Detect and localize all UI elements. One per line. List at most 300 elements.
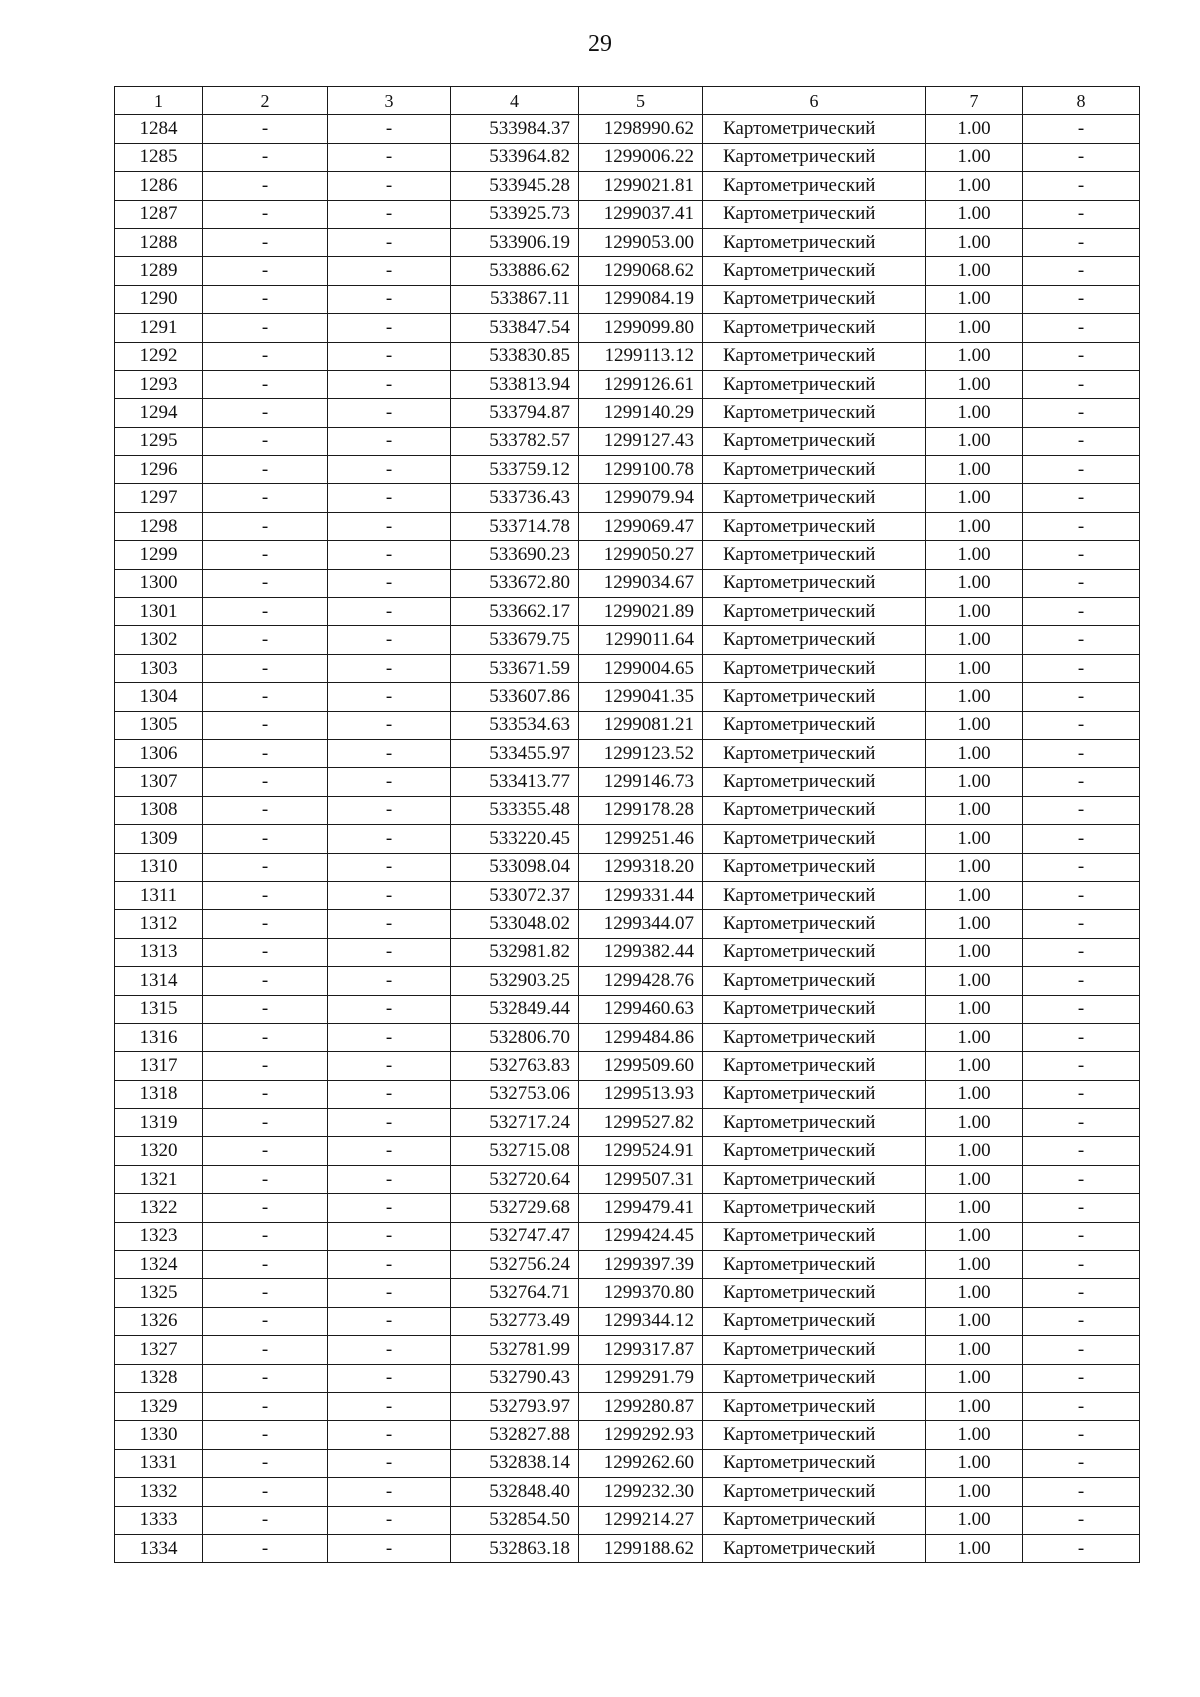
- col2-cell: -: [203, 1137, 328, 1165]
- table-row: [115, 1364, 1140, 1392]
- point-number-cell: 1288: [115, 228, 203, 256]
- x-coordinate-cell: 533813.94: [451, 370, 579, 398]
- col3-cell: -: [328, 427, 451, 455]
- accuracy-cell: 1.00: [926, 484, 1023, 512]
- col8-cell: -: [1023, 1165, 1140, 1193]
- col3-cell: -: [328, 115, 451, 143]
- table-row: [115, 768, 1140, 796]
- table-row: [115, 115, 1140, 143]
- col8-cell: -: [1023, 1307, 1140, 1335]
- col2-cell: -: [203, 1421, 328, 1449]
- accuracy-cell: 1.00: [926, 257, 1023, 285]
- x-coordinate-cell: 533690.23: [451, 541, 579, 569]
- point-number-cell: 1317: [115, 1052, 203, 1080]
- y-coordinate-cell: 1299513.93: [579, 1080, 703, 1108]
- x-coordinate-cell: 532827.88: [451, 1421, 579, 1449]
- method-cell: Картометрический: [703, 285, 926, 313]
- point-number-cell: 1319: [115, 1109, 203, 1137]
- method-cell: Картометрический: [703, 200, 926, 228]
- col3-cell: -: [328, 967, 451, 995]
- accuracy-cell: 1.00: [926, 1421, 1023, 1449]
- col8-cell: -: [1023, 1478, 1140, 1506]
- point-number-cell: 1295: [115, 427, 203, 455]
- col3-cell: -: [328, 1364, 451, 1392]
- accuracy-cell: 1.00: [926, 1194, 1023, 1222]
- y-coordinate-cell: 1299524.91: [579, 1137, 703, 1165]
- x-coordinate-cell: 533964.82: [451, 143, 579, 171]
- point-number-cell: 1327: [115, 1336, 203, 1364]
- x-coordinate-cell: 533830.85: [451, 342, 579, 370]
- method-cell: Картометрический: [703, 569, 926, 597]
- table-row: [115, 1421, 1140, 1449]
- col3-cell: -: [328, 172, 451, 200]
- point-number-cell: 1291: [115, 314, 203, 342]
- y-coordinate-cell: 1299509.60: [579, 1052, 703, 1080]
- method-cell: Картометрический: [703, 1222, 926, 1250]
- col2-cell: -: [203, 257, 328, 285]
- method-cell: Картометрический: [703, 1506, 926, 1534]
- y-coordinate-cell: 1299280.87: [579, 1392, 703, 1420]
- col3-cell: -: [328, 512, 451, 540]
- x-coordinate-cell: 532715.08: [451, 1137, 579, 1165]
- x-coordinate-cell: 532854.50: [451, 1506, 579, 1534]
- accuracy-cell: 1.00: [926, 1449, 1023, 1477]
- method-cell: Картометрический: [703, 314, 926, 342]
- y-coordinate-cell: 1299428.76: [579, 967, 703, 995]
- y-coordinate-cell: 1299460.63: [579, 995, 703, 1023]
- x-coordinate-cell: 533867.11: [451, 285, 579, 313]
- method-cell: Картометрический: [703, 370, 926, 398]
- x-coordinate-cell: 533220.45: [451, 825, 579, 853]
- col3-cell: -: [328, 1336, 451, 1364]
- accuracy-cell: 1.00: [926, 1052, 1023, 1080]
- x-coordinate-cell: 533072.37: [451, 881, 579, 909]
- table-row: [115, 967, 1140, 995]
- y-coordinate-cell: 1299382.44: [579, 938, 703, 966]
- col2-cell: -: [203, 853, 328, 881]
- point-number-cell: 1304: [115, 683, 203, 711]
- point-number-cell: 1302: [115, 626, 203, 654]
- accuracy-cell: 1.00: [926, 370, 1023, 398]
- col3-cell: -: [328, 1165, 451, 1193]
- col3-cell: -: [328, 654, 451, 682]
- point-number-cell: 1287: [115, 200, 203, 228]
- y-coordinate-cell: 1299178.28: [579, 796, 703, 824]
- point-number-cell: 1325: [115, 1279, 203, 1307]
- col8-cell: -: [1023, 1392, 1140, 1420]
- col8-cell: -: [1023, 314, 1140, 342]
- col2-cell: -: [203, 881, 328, 909]
- point-number-cell: 1299: [115, 541, 203, 569]
- col3-cell: -: [328, 1194, 451, 1222]
- point-number-cell: 1290: [115, 285, 203, 313]
- col3-cell: -: [328, 938, 451, 966]
- col2-cell: -: [203, 399, 328, 427]
- x-coordinate-cell: 532849.44: [451, 995, 579, 1023]
- col2-cell: -: [203, 1194, 328, 1222]
- table-row: [115, 143, 1140, 171]
- point-number-cell: 1308: [115, 796, 203, 824]
- method-cell: Картометрический: [703, 1137, 926, 1165]
- point-number-cell: 1329: [115, 1392, 203, 1420]
- y-coordinate-cell: 1299188.62: [579, 1534, 703, 1562]
- col8-cell: -: [1023, 1109, 1140, 1137]
- col8-cell: -: [1023, 1222, 1140, 1250]
- accuracy-cell: 1.00: [926, 1023, 1023, 1051]
- accuracy-cell: 1.00: [926, 1534, 1023, 1562]
- method-cell: Картометрический: [703, 683, 926, 711]
- point-number-cell: 1313: [115, 938, 203, 966]
- point-number-cell: 1320: [115, 1137, 203, 1165]
- point-number-cell: 1297: [115, 484, 203, 512]
- x-coordinate-cell: 533607.86: [451, 683, 579, 711]
- accuracy-cell: 1.00: [926, 228, 1023, 256]
- y-coordinate-cell: 1299527.82: [579, 1109, 703, 1137]
- x-coordinate-cell: 532756.24: [451, 1251, 579, 1279]
- point-number-cell: 1324: [115, 1251, 203, 1279]
- y-coordinate-cell: 1299317.87: [579, 1336, 703, 1364]
- accuracy-cell: 1.00: [926, 938, 1023, 966]
- col2-cell: -: [203, 654, 328, 682]
- accuracy-cell: 1.00: [926, 200, 1023, 228]
- accuracy-cell: 1.00: [926, 427, 1023, 455]
- method-cell: Картометрический: [703, 512, 926, 540]
- table-row: [115, 484, 1140, 512]
- col8-cell: -: [1023, 1194, 1140, 1222]
- accuracy-cell: 1.00: [926, 172, 1023, 200]
- x-coordinate-cell: 533048.02: [451, 910, 579, 938]
- col8-cell: -: [1023, 1279, 1140, 1307]
- col3-cell: -: [328, 711, 451, 739]
- table-row: [115, 512, 1140, 540]
- col8-cell: -: [1023, 654, 1140, 682]
- method-cell: Картометрический: [703, 143, 926, 171]
- table-row: [115, 1251, 1140, 1279]
- table-row: [115, 910, 1140, 938]
- col2-cell: -: [203, 484, 328, 512]
- accuracy-cell: 1.00: [926, 1336, 1023, 1364]
- point-number-cell: 1333: [115, 1506, 203, 1534]
- point-number-cell: 1322: [115, 1194, 203, 1222]
- y-coordinate-cell: 1299318.20: [579, 853, 703, 881]
- x-coordinate-cell: 533736.43: [451, 484, 579, 512]
- accuracy-cell: 1.00: [926, 1364, 1023, 1392]
- point-number-cell: 1331: [115, 1449, 203, 1477]
- table-row: [115, 1478, 1140, 1506]
- x-coordinate-cell: 532790.43: [451, 1364, 579, 1392]
- table-row: [115, 200, 1140, 228]
- col3-cell: -: [328, 598, 451, 626]
- accuracy-cell: 1.00: [926, 995, 1023, 1023]
- column-header: 3: [328, 87, 451, 115]
- col3-cell: -: [328, 257, 451, 285]
- table-row: [115, 796, 1140, 824]
- table-body: [115, 115, 1140, 1563]
- table-row: [115, 881, 1140, 909]
- method-cell: Картометрический: [703, 1449, 926, 1477]
- point-number-cell: 1303: [115, 654, 203, 682]
- x-coordinate-cell: 532729.68: [451, 1194, 579, 1222]
- point-number-cell: 1306: [115, 739, 203, 767]
- col2-cell: -: [203, 1478, 328, 1506]
- method-cell: Картометрический: [703, 768, 926, 796]
- method-cell: Картометрический: [703, 228, 926, 256]
- accuracy-cell: 1.00: [926, 569, 1023, 597]
- y-coordinate-cell: 1299021.81: [579, 172, 703, 200]
- method-cell: Картометрический: [703, 1478, 926, 1506]
- point-number-cell: 1334: [115, 1534, 203, 1562]
- column-header: 7: [926, 87, 1023, 115]
- table-row: [115, 1222, 1140, 1250]
- point-number-cell: 1289: [115, 257, 203, 285]
- method-cell: Картометрический: [703, 1194, 926, 1222]
- table-row: [115, 569, 1140, 597]
- x-coordinate-cell: 532720.64: [451, 1165, 579, 1193]
- y-coordinate-cell: 1299370.80: [579, 1279, 703, 1307]
- y-coordinate-cell: 1299004.65: [579, 654, 703, 682]
- accuracy-cell: 1.00: [926, 683, 1023, 711]
- y-coordinate-cell: 1299126.61: [579, 370, 703, 398]
- y-coordinate-cell: 1299037.41: [579, 200, 703, 228]
- col2-cell: -: [203, 739, 328, 767]
- method-cell: Картометрический: [703, 910, 926, 938]
- accuracy-cell: 1.00: [926, 910, 1023, 938]
- method-cell: Картометрический: [703, 626, 926, 654]
- col8-cell: -: [1023, 598, 1140, 626]
- table-row: [115, 1137, 1140, 1165]
- col3-cell: -: [328, 1534, 451, 1562]
- accuracy-cell: 1.00: [926, 1506, 1023, 1534]
- col2-cell: -: [203, 1392, 328, 1420]
- method-cell: Картометрический: [703, 711, 926, 739]
- y-coordinate-cell: 1298990.62: [579, 115, 703, 143]
- accuracy-cell: 1.00: [926, 768, 1023, 796]
- col2-cell: -: [203, 569, 328, 597]
- x-coordinate-cell: 533925.73: [451, 200, 579, 228]
- col3-cell: -: [328, 1279, 451, 1307]
- table-row: [115, 1336, 1140, 1364]
- column-header: 6: [703, 87, 926, 115]
- y-coordinate-cell: 1299011.64: [579, 626, 703, 654]
- accuracy-cell: 1.00: [926, 739, 1023, 767]
- col3-cell: -: [328, 484, 451, 512]
- table-row: [115, 1534, 1140, 1562]
- col8-cell: -: [1023, 1534, 1140, 1562]
- y-coordinate-cell: 1299127.43: [579, 427, 703, 455]
- point-number-cell: 1286: [115, 172, 203, 200]
- col3-cell: -: [328, 1023, 451, 1051]
- col3-cell: -: [328, 1222, 451, 1250]
- x-coordinate-cell: 533984.37: [451, 115, 579, 143]
- col8-cell: -: [1023, 1080, 1140, 1108]
- point-number-cell: 1332: [115, 1478, 203, 1506]
- method-cell: Картометрический: [703, 1251, 926, 1279]
- point-number-cell: 1330: [115, 1421, 203, 1449]
- method-cell: Картометрический: [703, 1336, 926, 1364]
- col8-cell: -: [1023, 115, 1140, 143]
- col3-cell: -: [328, 1052, 451, 1080]
- col2-cell: -: [203, 285, 328, 313]
- col2-cell: -: [203, 512, 328, 540]
- method-cell: Картометрический: [703, 456, 926, 484]
- accuracy-cell: 1.00: [926, 825, 1023, 853]
- x-coordinate-cell: 533906.19: [451, 228, 579, 256]
- col2-cell: -: [203, 1052, 328, 1080]
- x-coordinate-cell: 533455.97: [451, 739, 579, 767]
- col3-cell: -: [328, 1307, 451, 1335]
- accuracy-cell: 1.00: [926, 115, 1023, 143]
- y-coordinate-cell: 1299484.86: [579, 1023, 703, 1051]
- col3-cell: -: [328, 853, 451, 881]
- accuracy-cell: 1.00: [926, 967, 1023, 995]
- col3-cell: -: [328, 314, 451, 342]
- point-number-cell: 1311: [115, 881, 203, 909]
- accuracy-cell: 1.00: [926, 342, 1023, 370]
- col3-cell: -: [328, 1251, 451, 1279]
- col3-cell: -: [328, 1506, 451, 1534]
- x-coordinate-cell: 532747.47: [451, 1222, 579, 1250]
- col2-cell: -: [203, 1222, 328, 1250]
- x-coordinate-cell: 532764.71: [451, 1279, 579, 1307]
- col3-cell: -: [328, 399, 451, 427]
- col2-cell: -: [203, 1336, 328, 1364]
- y-coordinate-cell: 1299021.89: [579, 598, 703, 626]
- point-number-cell: 1312: [115, 910, 203, 938]
- accuracy-cell: 1.00: [926, 1109, 1023, 1137]
- x-coordinate-cell: 533782.57: [451, 427, 579, 455]
- table-row: [115, 1052, 1140, 1080]
- x-coordinate-cell: 532793.97: [451, 1392, 579, 1420]
- accuracy-cell: 1.00: [926, 881, 1023, 909]
- accuracy-cell: 1.00: [926, 1392, 1023, 1420]
- method-cell: Картометрический: [703, 1109, 926, 1137]
- col2-cell: -: [203, 1534, 328, 1562]
- method-cell: Картометрический: [703, 995, 926, 1023]
- col2-cell: -: [203, 626, 328, 654]
- col2-cell: -: [203, 1165, 328, 1193]
- y-coordinate-cell: 1299100.78: [579, 456, 703, 484]
- x-coordinate-cell: 533794.87: [451, 399, 579, 427]
- point-number-cell: 1307: [115, 768, 203, 796]
- y-coordinate-cell: 1299099.80: [579, 314, 703, 342]
- x-coordinate-cell: 533413.77: [451, 768, 579, 796]
- method-cell: Картометрический: [703, 1279, 926, 1307]
- accuracy-cell: 1.00: [926, 1307, 1023, 1335]
- col2-cell: -: [203, 1251, 328, 1279]
- accuracy-cell: 1.00: [926, 1080, 1023, 1108]
- method-cell: Картометрический: [703, 1307, 926, 1335]
- x-coordinate-cell: 533534.63: [451, 711, 579, 739]
- point-number-cell: 1298: [115, 512, 203, 540]
- x-coordinate-cell: 533672.80: [451, 569, 579, 597]
- point-number-cell: 1305: [115, 711, 203, 739]
- x-coordinate-cell: 533662.17: [451, 598, 579, 626]
- point-number-cell: 1315: [115, 995, 203, 1023]
- x-coordinate-cell: 533886.62: [451, 257, 579, 285]
- x-coordinate-cell: 532753.06: [451, 1080, 579, 1108]
- table-row: [115, 541, 1140, 569]
- x-coordinate-cell: 533759.12: [451, 456, 579, 484]
- col3-cell: -: [328, 796, 451, 824]
- col2-cell: -: [203, 427, 328, 455]
- table-row: [115, 285, 1140, 313]
- table-row: [115, 1449, 1140, 1477]
- col2-cell: -: [203, 683, 328, 711]
- method-cell: Картометрический: [703, 172, 926, 200]
- col8-cell: -: [1023, 512, 1140, 540]
- col2-cell: -: [203, 910, 328, 938]
- table-row: [115, 456, 1140, 484]
- table-row: [115, 172, 1140, 200]
- col3-cell: -: [328, 1449, 451, 1477]
- y-coordinate-cell: 1299006.22: [579, 143, 703, 171]
- accuracy-cell: 1.00: [926, 314, 1023, 342]
- point-number-cell: 1294: [115, 399, 203, 427]
- table-row: [115, 342, 1140, 370]
- table-row: [115, 598, 1140, 626]
- col8-cell: -: [1023, 881, 1140, 909]
- method-cell: Картометрический: [703, 342, 926, 370]
- table-row: [115, 626, 1140, 654]
- x-coordinate-cell: 533098.04: [451, 853, 579, 881]
- col3-cell: -: [328, 200, 451, 228]
- col3-cell: -: [328, 995, 451, 1023]
- method-cell: Картометрический: [703, 739, 926, 767]
- col2-cell: -: [203, 456, 328, 484]
- col3-cell: -: [328, 825, 451, 853]
- y-coordinate-cell: 1299262.60: [579, 1449, 703, 1477]
- col3-cell: -: [328, 342, 451, 370]
- col8-cell: -: [1023, 825, 1140, 853]
- y-coordinate-cell: 1299344.12: [579, 1307, 703, 1335]
- method-cell: Картометрический: [703, 1023, 926, 1051]
- point-number-cell: 1326: [115, 1307, 203, 1335]
- method-cell: Картометрический: [703, 1052, 926, 1080]
- accuracy-cell: 1.00: [926, 1222, 1023, 1250]
- accuracy-cell: 1.00: [926, 711, 1023, 739]
- table-row: [115, 995, 1140, 1023]
- y-coordinate-cell: 1299424.45: [579, 1222, 703, 1250]
- table-row: [115, 1506, 1140, 1534]
- accuracy-cell: 1.00: [926, 796, 1023, 824]
- x-coordinate-cell: 532773.49: [451, 1307, 579, 1335]
- col2-cell: -: [203, 342, 328, 370]
- accuracy-cell: 1.00: [926, 512, 1023, 540]
- col8-cell: -: [1023, 1421, 1140, 1449]
- point-number-cell: 1296: [115, 456, 203, 484]
- y-coordinate-cell: 1299081.21: [579, 711, 703, 739]
- method-cell: Картометрический: [703, 115, 926, 143]
- col8-cell: -: [1023, 1449, 1140, 1477]
- table-row: [115, 257, 1140, 285]
- col8-cell: -: [1023, 342, 1140, 370]
- method-cell: Картометрический: [703, 541, 926, 569]
- accuracy-cell: 1.00: [926, 456, 1023, 484]
- x-coordinate-cell: 533945.28: [451, 172, 579, 200]
- col3-cell: -: [328, 285, 451, 313]
- table-row: [115, 1165, 1140, 1193]
- y-coordinate-cell: 1299084.19: [579, 285, 703, 313]
- table-row: [115, 370, 1140, 398]
- x-coordinate-cell: 533355.48: [451, 796, 579, 824]
- accuracy-cell: 1.00: [926, 541, 1023, 569]
- col8-cell: -: [1023, 1336, 1140, 1364]
- accuracy-cell: 1.00: [926, 285, 1023, 313]
- col8-cell: -: [1023, 995, 1140, 1023]
- table-row: [115, 938, 1140, 966]
- col3-cell: -: [328, 1478, 451, 1506]
- x-coordinate-cell: 532806.70: [451, 1023, 579, 1051]
